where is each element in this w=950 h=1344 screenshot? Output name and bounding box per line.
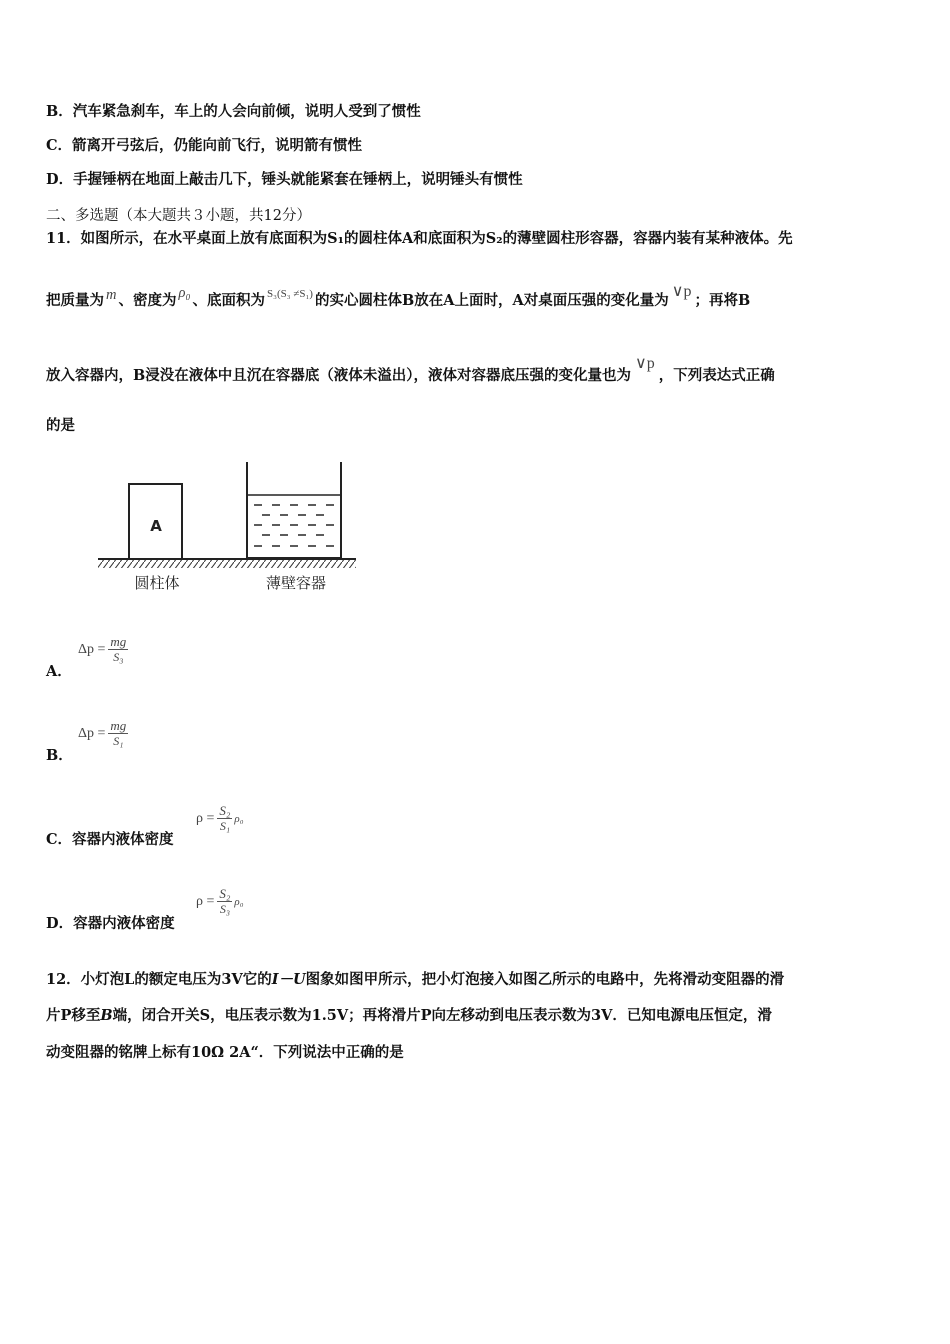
q11-option-c-formula: ρ = $\frac{\text{S₂}}{\text{S₁}}$ ρ₀ (196, 803, 244, 833)
caption-cylinder: 圆柱体 (134, 574, 180, 592)
delta-p-symbol-2: ∨p (635, 355, 655, 372)
delta-p-symbol: ∨p (671, 283, 692, 300)
q12-line-3: 动变阻器的铭牌上标有10Ω 2A“．下列说法中正确的是 (46, 1044, 404, 1061)
q10-option-c: C．箭离开弓弦后，仍能向前飞行，说明箭有惯性 (46, 137, 363, 154)
q11-option-a-formula: Δp = $\frac{mg}{\text{S₃}}$ (78, 634, 127, 664)
q11-option-a-letter: A． (46, 663, 72, 680)
ground-hatch (98, 560, 356, 568)
liquid-dashes (254, 505, 334, 546)
q11-option-d-formula: ρ = $\frac{\text{S₂}}{\text{S₃}}$ ρ₀ (196, 886, 244, 916)
density-symbol: ρ₀ (178, 285, 191, 301)
iu-label: I－U (271, 971, 306, 988)
q11-line-4: 的是 (46, 417, 75, 434)
q11-figure (96, 458, 358, 598)
q11-option-b-letter: B． (46, 747, 73, 764)
q10-option-b: B．汽车紧急刹车，车上的人会向前倾，说明人受到了惯性 (46, 103, 421, 120)
q11-line-2: 把质量为 m 、密度为 ρ₀ 、底面积为 $^{S_3(S_3 \ne S_1)}$ 的实心圆柱体B放在A上面时，A对桌面压强的变化量为∨p；再将B (46, 283, 751, 309)
b-end-label: B (100, 1007, 113, 1024)
q11-option-c: C．容器内液体密度 (46, 831, 174, 848)
cylinder-a-label: A (150, 517, 162, 535)
q11-option-b-formula: Δp = $\frac{mg}{\text{S₁}}$ (78, 718, 127, 748)
mass-symbol: m (106, 287, 117, 303)
caption-container: 薄壁容器 (265, 574, 327, 592)
section-title: 二、多选题（本大题共３小题，共12分） (46, 208, 311, 224)
q10-option-d: D．手握锤柄在地面上敲击几下，锤头就能紧套在锤柄上，说明锤头有惯性 (46, 171, 523, 188)
q11-line-1: 11．如图所示，在水平桌面上放有底面积为S₁的圆柱体A和底面积为S₂的薄壁圆柱形容器，容器内装有某种液体。先 (46, 230, 793, 247)
q11-option-d: D．容器内液体密度 (46, 915, 175, 932)
area-s3-symbol: S₃(S₃ ≠S₁) (267, 288, 313, 300)
q12-line-2: 片P移至B端，闭合开关S，电压表示数为1.5V；再将滑片P向左移动到电压表示数为3V．已知电源电压恒定，滑 (46, 1007, 772, 1024)
q12-line-1: 12．小灯泡L的额定电压为3V它的I－U图象如图甲所示，把小灯泡接入如图乙所示的电路中，先将滑动变阻器的滑 (46, 971, 785, 988)
q11-line-3: 放入容器内，B浸没在液体中且沉在容器底（液体未溢出），液体对容器底压强的变化量也为∨p，下列表达式正确 (46, 355, 775, 384)
